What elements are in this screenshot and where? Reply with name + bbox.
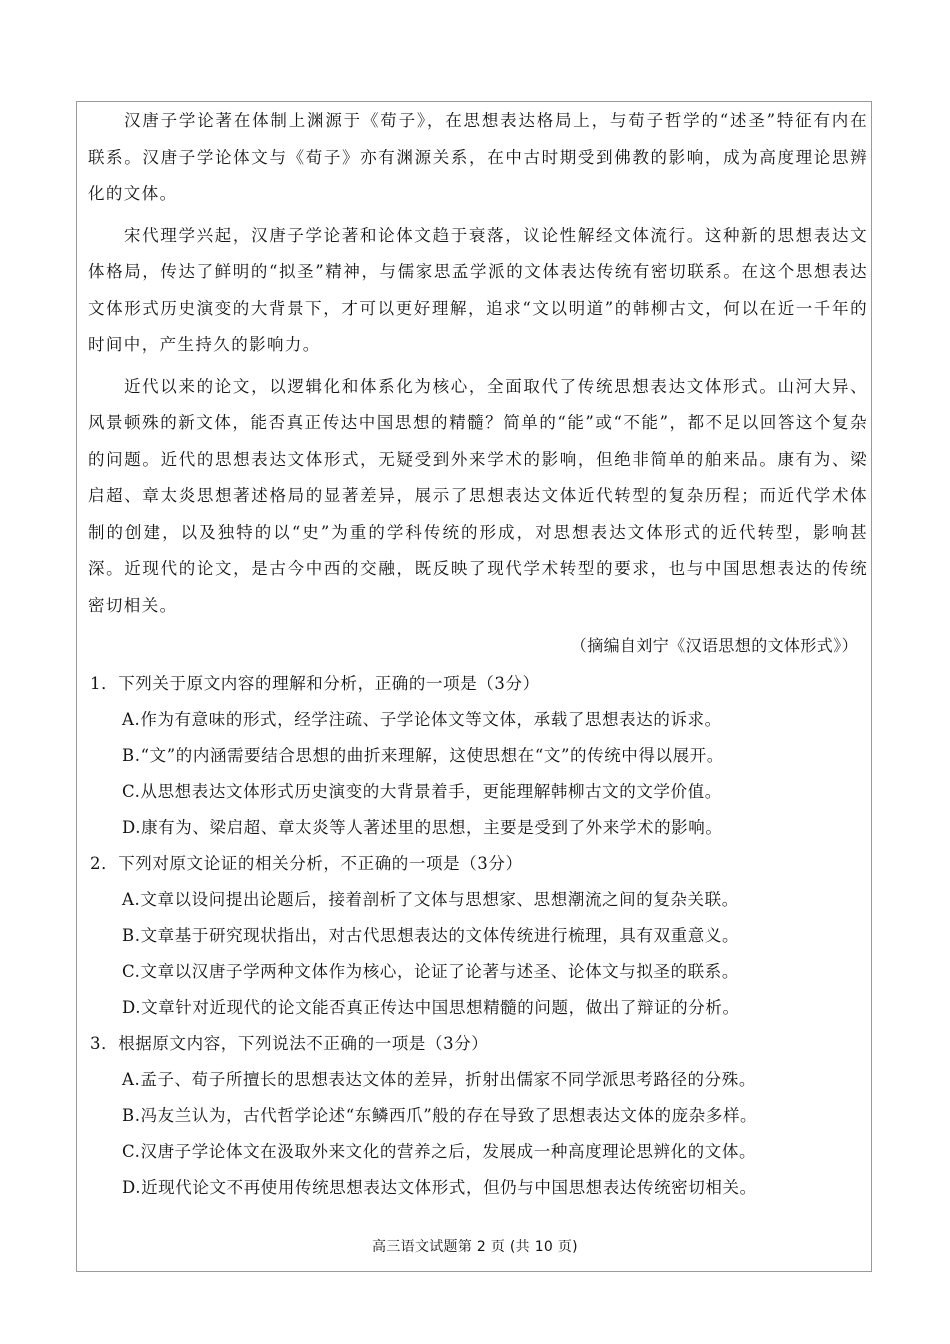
option-b: B.“文”的内涵需要结合思想的曲折来理解，这使思想在“文”的传统中得以展开。 bbox=[122, 746, 724, 765]
question-stem: 1．下列关于原文内容的理解和分析，正确的一项是（3分） bbox=[90, 674, 540, 693]
question-stem: 3．根据原文内容，下列说法不正确的一项是（3分） bbox=[90, 1034, 489, 1053]
passage-paragraph-1: 汉唐子学论著在体制上渊源于《荀子》，在思想表达格局上，与荀子哲学的“述圣”特征有内在联系。汉唐子学论体文与《荀子》亦有渊源关系，在中古时期受到佛教的影响，成为高度理论思辨化的文体。 bbox=[88, 111, 868, 203]
page-footer: 高三语文试题第 2 页 (共 10 页) bbox=[372, 1239, 578, 1255]
passage-source: （摘编自刘宁《汉语思想的文体形式》） bbox=[570, 636, 858, 655]
question-2 bbox=[88, 846, 868, 1026]
option-d: D.近现代论文不再使用传统思想表达文体形式，但仍与中国思想表达传统密切相关。 bbox=[122, 1178, 757, 1197]
question-3 bbox=[88, 1026, 868, 1206]
option-a: A.作为有意味的形式，经学注疏、子学论体文等文体，承载了思想表达的诉求。 bbox=[122, 710, 722, 729]
question-1 bbox=[88, 666, 868, 846]
option-a: A.文章以设问提出论题后，接着剖析了文体与思想家、思想潮流之间的复杂关联。 bbox=[122, 890, 739, 909]
option-c: C.从思想表达文体形式历史演变的大背景着手，更能理解韩柳古文的文学价值。 bbox=[122, 782, 722, 801]
option-b: B.冯友兰认为，古代哲学论述“东鳞西爪”般的存在导致了思想表达文体的庞杂多样。 bbox=[122, 1106, 758, 1125]
option-d: D.康有为、梁启超、章太炎等人著述里的思想，主要是受到了外来学术的影响。 bbox=[122, 818, 723, 837]
question-stem: 2．下列对原文论证的相关分析，不正确的一项是（3分） bbox=[90, 854, 523, 873]
reading-passage bbox=[88, 103, 868, 663]
exam-content bbox=[88, 101, 868, 1206]
option-d: D.文章针对近现代的论文能否真正传达中国思想精髓的问题，做出了辩证的分析。 bbox=[122, 998, 740, 1017]
option-c: C.汉唐子学论体文在汲取外来文化的营养之后，发展成一种高度理论思辨化的文体。 bbox=[122, 1142, 757, 1161]
passage-paragraph-3: 近代以来的论文，以逻辑化和体系化为核心，全面取代了传统思想表达文体形式。山河大异、风景顿殊的新文体，能否真正传达中国思想的精髓？简单的“能”或“不能”，都不足以回答这个复杂的问题。近代的思想表达文体形式，无疑受到外来学术的影响，但绝非简单的舶来品。康有为、梁启超、章太炎思想著述格局的显著差异，展示了思想表达文体近代转型的复杂历程；而近代学术体制的创建，以及独特的以“史”为重的学科传统的形成，对思想表达文体形式的近代转型，影响甚深。近现代的论文，是古今中西的交融，既反映了现代学术转型的要求，也与中国思想表达的传统密切相关。 bbox=[88, 376, 868, 615]
option-b: B.文章基于研究现状指出，对古代思想表达的文体传统进行梳理，具有双重意义。 bbox=[122, 926, 740, 945]
passage-paragraph-2: 宋代理学兴起，汉唐子学论著和论体文趋于衰落，议论性解经文体流行。这种新的思想表达文体格局，传达了鲜明的“拟圣”精神，与儒家思孟学派的文体表达传统有密切联系。在这个思想表达文体形式历史演变的大背景下，才可以更好理解，追求“文以明道”的韩柳古文，何以在近一千年的时间中，产生持久的影响力。 bbox=[88, 225, 868, 354]
option-c: C.文章以汉唐子学两种文体作为核心，论证了论著与述圣、论体文与拟圣的联系。 bbox=[122, 962, 739, 981]
option-a: A.孟子、荀子所擅长的思想表达文体的差异，折射出儒家不同学派思考路径的分殊。 bbox=[122, 1070, 756, 1089]
